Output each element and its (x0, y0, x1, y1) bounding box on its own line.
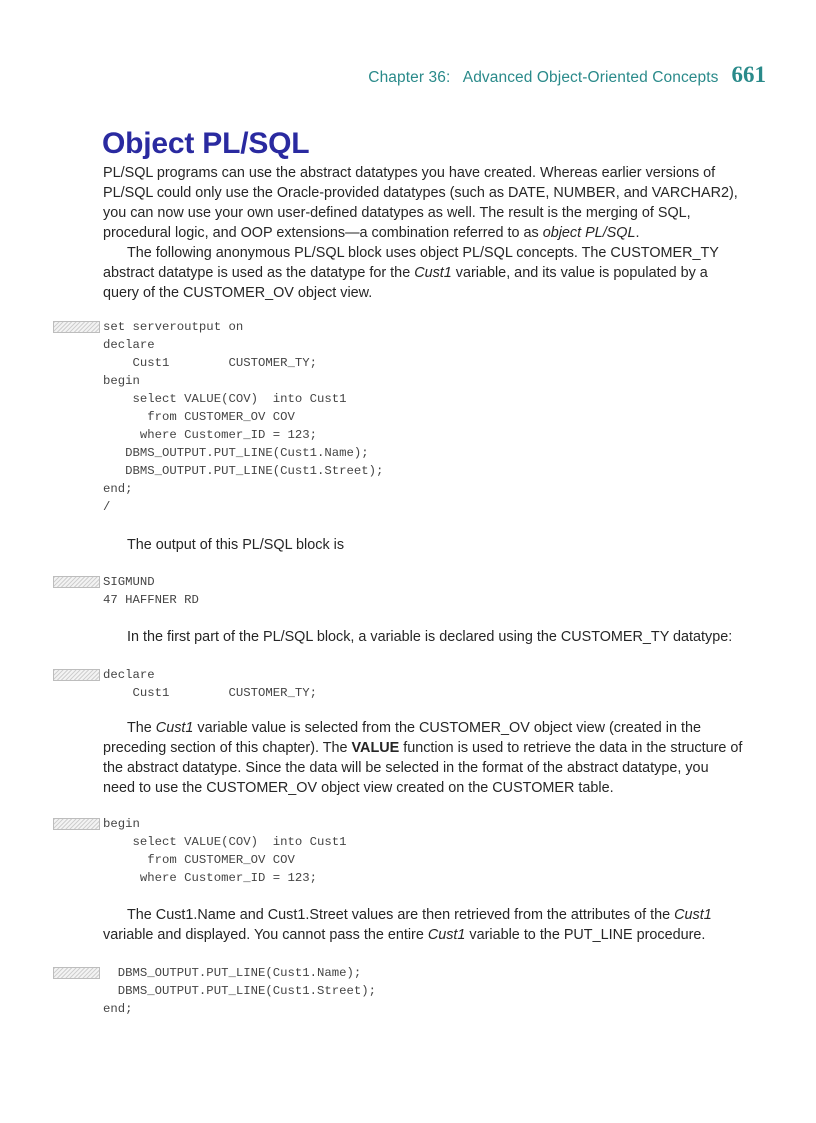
body-paragraph-3: The output of this PL/SQL block is (127, 537, 345, 553)
body-paragraph-6 (103, 905, 743, 945)
p2-text-a: The following anonymous PL/SQL block uses object PL/SQL concepts. The CUSTOMER_TY abstract datatype is used as the datatype for the (103, 245, 719, 281)
p5-emphasis: Cust1 (155, 720, 194, 736)
section-heading: Object PL/SQL (102, 127, 310, 160)
p6-text-b: variable and displayed. You cannot pass the entire (103, 927, 428, 943)
code-marker-icon (53, 321, 100, 333)
body-paragraph-4: In the first part of the PL/SQL block, a variable is declared using the CUSTOMER_TY datatype: (127, 629, 733, 645)
body-paragraph-1 (103, 163, 743, 243)
body-paragraph-5 (103, 718, 743, 798)
p6-text-a: The Cust1.Name and Cust1.Street values are then retrieved from the attributes of the (127, 907, 675, 923)
p6-text-c: variable to the PUT_LINE procedure. (465, 927, 706, 943)
p6-emphasis-2: Cust1 (427, 927, 466, 943)
p2-text-b: variable, and its value is populated by a query of the CUSTOMER_OV object view. (103, 265, 708, 301)
p5-text-c: function is used to retrieve the data in the structure of the abstract datatype. Since the data will be selected in the format of the abstract datatype, you need to use the CUSTOMER_OV object view created on the CUSTOMER table. (103, 740, 743, 796)
code-marker-icon (53, 576, 100, 588)
code-block-4: begin select VALUE(COV) into Cust1 from CUSTOMER_OV COV where Customer_ID = 123; (103, 817, 347, 885)
p5-strong: VALUE (351, 740, 400, 756)
p1-emphasis: object PL/SQL (542, 225, 636, 241)
p6-emphasis: Cust1 (674, 907, 712, 923)
p5-text-b: variable value is selected from the CUSTOMER_OV object view (created in the preceding section of this chapter). The (103, 720, 702, 756)
code-block-2: SIGMUND 47 HAFFNER RD (103, 575, 199, 607)
p5-text-a: The (127, 720, 156, 736)
code-marker-icon (53, 967, 100, 979)
body-paragraph-2 (103, 243, 743, 303)
running-head (368, 62, 766, 92)
code-marker-icon (53, 818, 100, 830)
p2-emphasis: Cust1 (414, 265, 452, 281)
p1-end: . (635, 225, 640, 241)
chapter-title: Chapter 36: Advanced Object-Oriented Concepts (368, 69, 719, 86)
code-block-5: DBMS_OUTPUT.PUT_LINE(Cust1.Name); DBMS_OUTPUT.PUT_LINE(Cust1.Street); end; (103, 966, 377, 1016)
p1-text: PL/SQL programs can use the abstract datatypes you have created. Whereas earlier versions of PL/SQL could only use the Oracle-provided datatypes (such as DATE, NUMBER, and VARCHAR2), you can now use your own user-defined datatypes as well. The result is the merging of SQL, procedural logic, and OOP extensions—a combination referred to as (103, 165, 738, 241)
page-number: 661 (731, 62, 766, 87)
code-block-1: set serveroutput on declare Cust1 CUSTOMER_TY; begin select VALUE(COV) into Cust1 from CUSTOMER_OV COV where Customer_ID = 123; DBMS_OUTPUT.PUT_LINE(Cust1.Name); DBMS_OUTPUT.PUT_LINE(Cust1.Street); end; / (103, 320, 384, 514)
code-marker-icon (53, 669, 100, 681)
code-block-3: declare Cust1 CUSTOMER_TY; (103, 668, 318, 700)
